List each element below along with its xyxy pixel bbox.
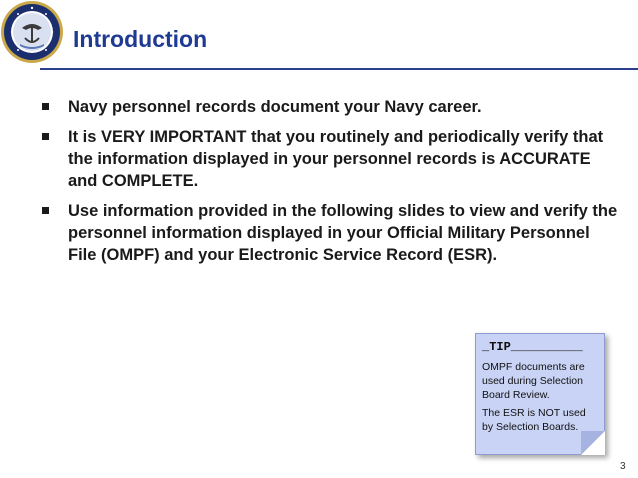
bullet-item (40, 200, 620, 266)
page-title: Introduction (73, 26, 208, 52)
bullet-item (40, 126, 620, 192)
square-bullet-icon (42, 103, 49, 110)
bullet-item (40, 96, 620, 118)
tip-text-esr: The ESR is NOT used by Selection Boards. (482, 407, 586, 433)
bullet-text: Navy personnel records document your Navy career. (68, 98, 482, 116)
navy-seal-logo (0, 0, 64, 64)
page-number: 3 (620, 461, 626, 472)
square-bullet-icon (42, 133, 49, 140)
title-divider (40, 68, 638, 70)
tip-note (475, 333, 605, 455)
bullet-text: Use information provided in the following slides to view and verify the personnel information displayed in your Official Military Personnel File (OMPF) and your Electronic Service Record (ESR). (68, 202, 618, 264)
tip-heading: _TIP__________ (482, 340, 583, 354)
bullet-list (40, 96, 620, 274)
folded-corner (581, 431, 605, 455)
square-bullet-icon (42, 207, 49, 214)
bullet-text: It is VERY IMPORTANT that you routinely and periodically verify that the information displayed in your personnel records is ACCURATE and COMPLETE. (68, 128, 604, 190)
tip-text-ompf: OMPF documents are used during Selection Board Review. (482, 361, 585, 401)
